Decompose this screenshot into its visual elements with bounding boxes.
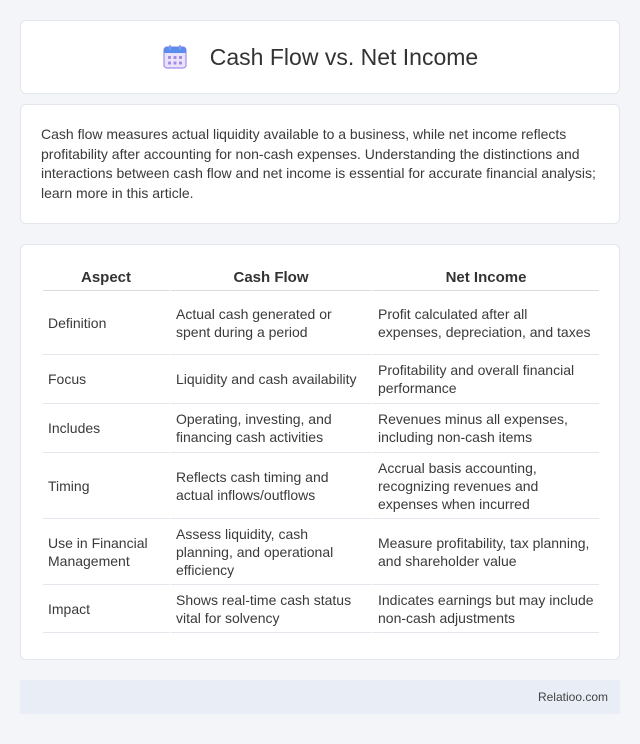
table-row [43,453,599,519]
table-header-row [43,265,599,291]
calendar-icon [162,44,188,70]
table-row [43,404,599,453]
net-income-cell: Measure profitability, tax planning, and shareholder value [373,519,599,585]
comparison-table-card [20,244,620,660]
aspect-cell: Includes [43,404,171,453]
net-income-cell: Profitability and overall financial performance [373,355,599,404]
page-title: Cash Flow vs. Net Income [209,43,479,70]
aspect-cell: Focus [43,355,171,404]
column-header-aspect: Aspect [43,265,171,291]
cash-flow-cell: Actual cash generated or spent during a period [171,291,373,355]
column-header-cash-flow: Cash Flow [171,265,373,291]
intro-card [20,104,620,224]
aspect-cell: Use in Financial Management [43,519,171,585]
aspect-cell: Definition [43,291,171,355]
net-income-cell: Accrual basis accounting, recognizing revenues and expenses when incurred [373,453,599,519]
cash-flow-cell: Operating, investing, and financing cash activities [171,404,373,453]
net-income-cell: Indicates earnings but may include non-cash adjustments [373,585,599,633]
intro-text: Cash flow measures actual liquidity available to a business, while net income reflects profitability after accounting for non-cash expenses. Understanding the distinctions and interactions between cash flow and net income is essential for accurate financial analysis; learn more in this article. [41,126,596,201]
column-header-net-income: Net Income [373,265,599,291]
table-row [43,519,599,585]
table-row [43,585,599,633]
footer [20,680,620,714]
cash-flow-cell: Shows real-time cash status vital for solvency [171,585,373,633]
table-row [43,291,599,355]
comparison-table [43,265,599,633]
header-card [20,20,620,94]
net-income-cell: Revenues minus all expenses, including non-cash items [373,404,599,453]
table-row [43,355,599,404]
aspect-cell: Impact [43,585,171,633]
aspect-cell: Timing [43,453,171,519]
cash-flow-cell: Assess liquidity, cash planning, and operational efficiency [171,519,373,585]
cash-flow-cell: Reflects cash timing and actual inflows/outflows [171,453,373,519]
cash-flow-cell: Liquidity and cash availability [171,355,373,404]
footer-brand: Relatioo.com [537,690,608,704]
net-income-cell: Profit calculated after all expenses, depreciation, and taxes [373,291,599,355]
